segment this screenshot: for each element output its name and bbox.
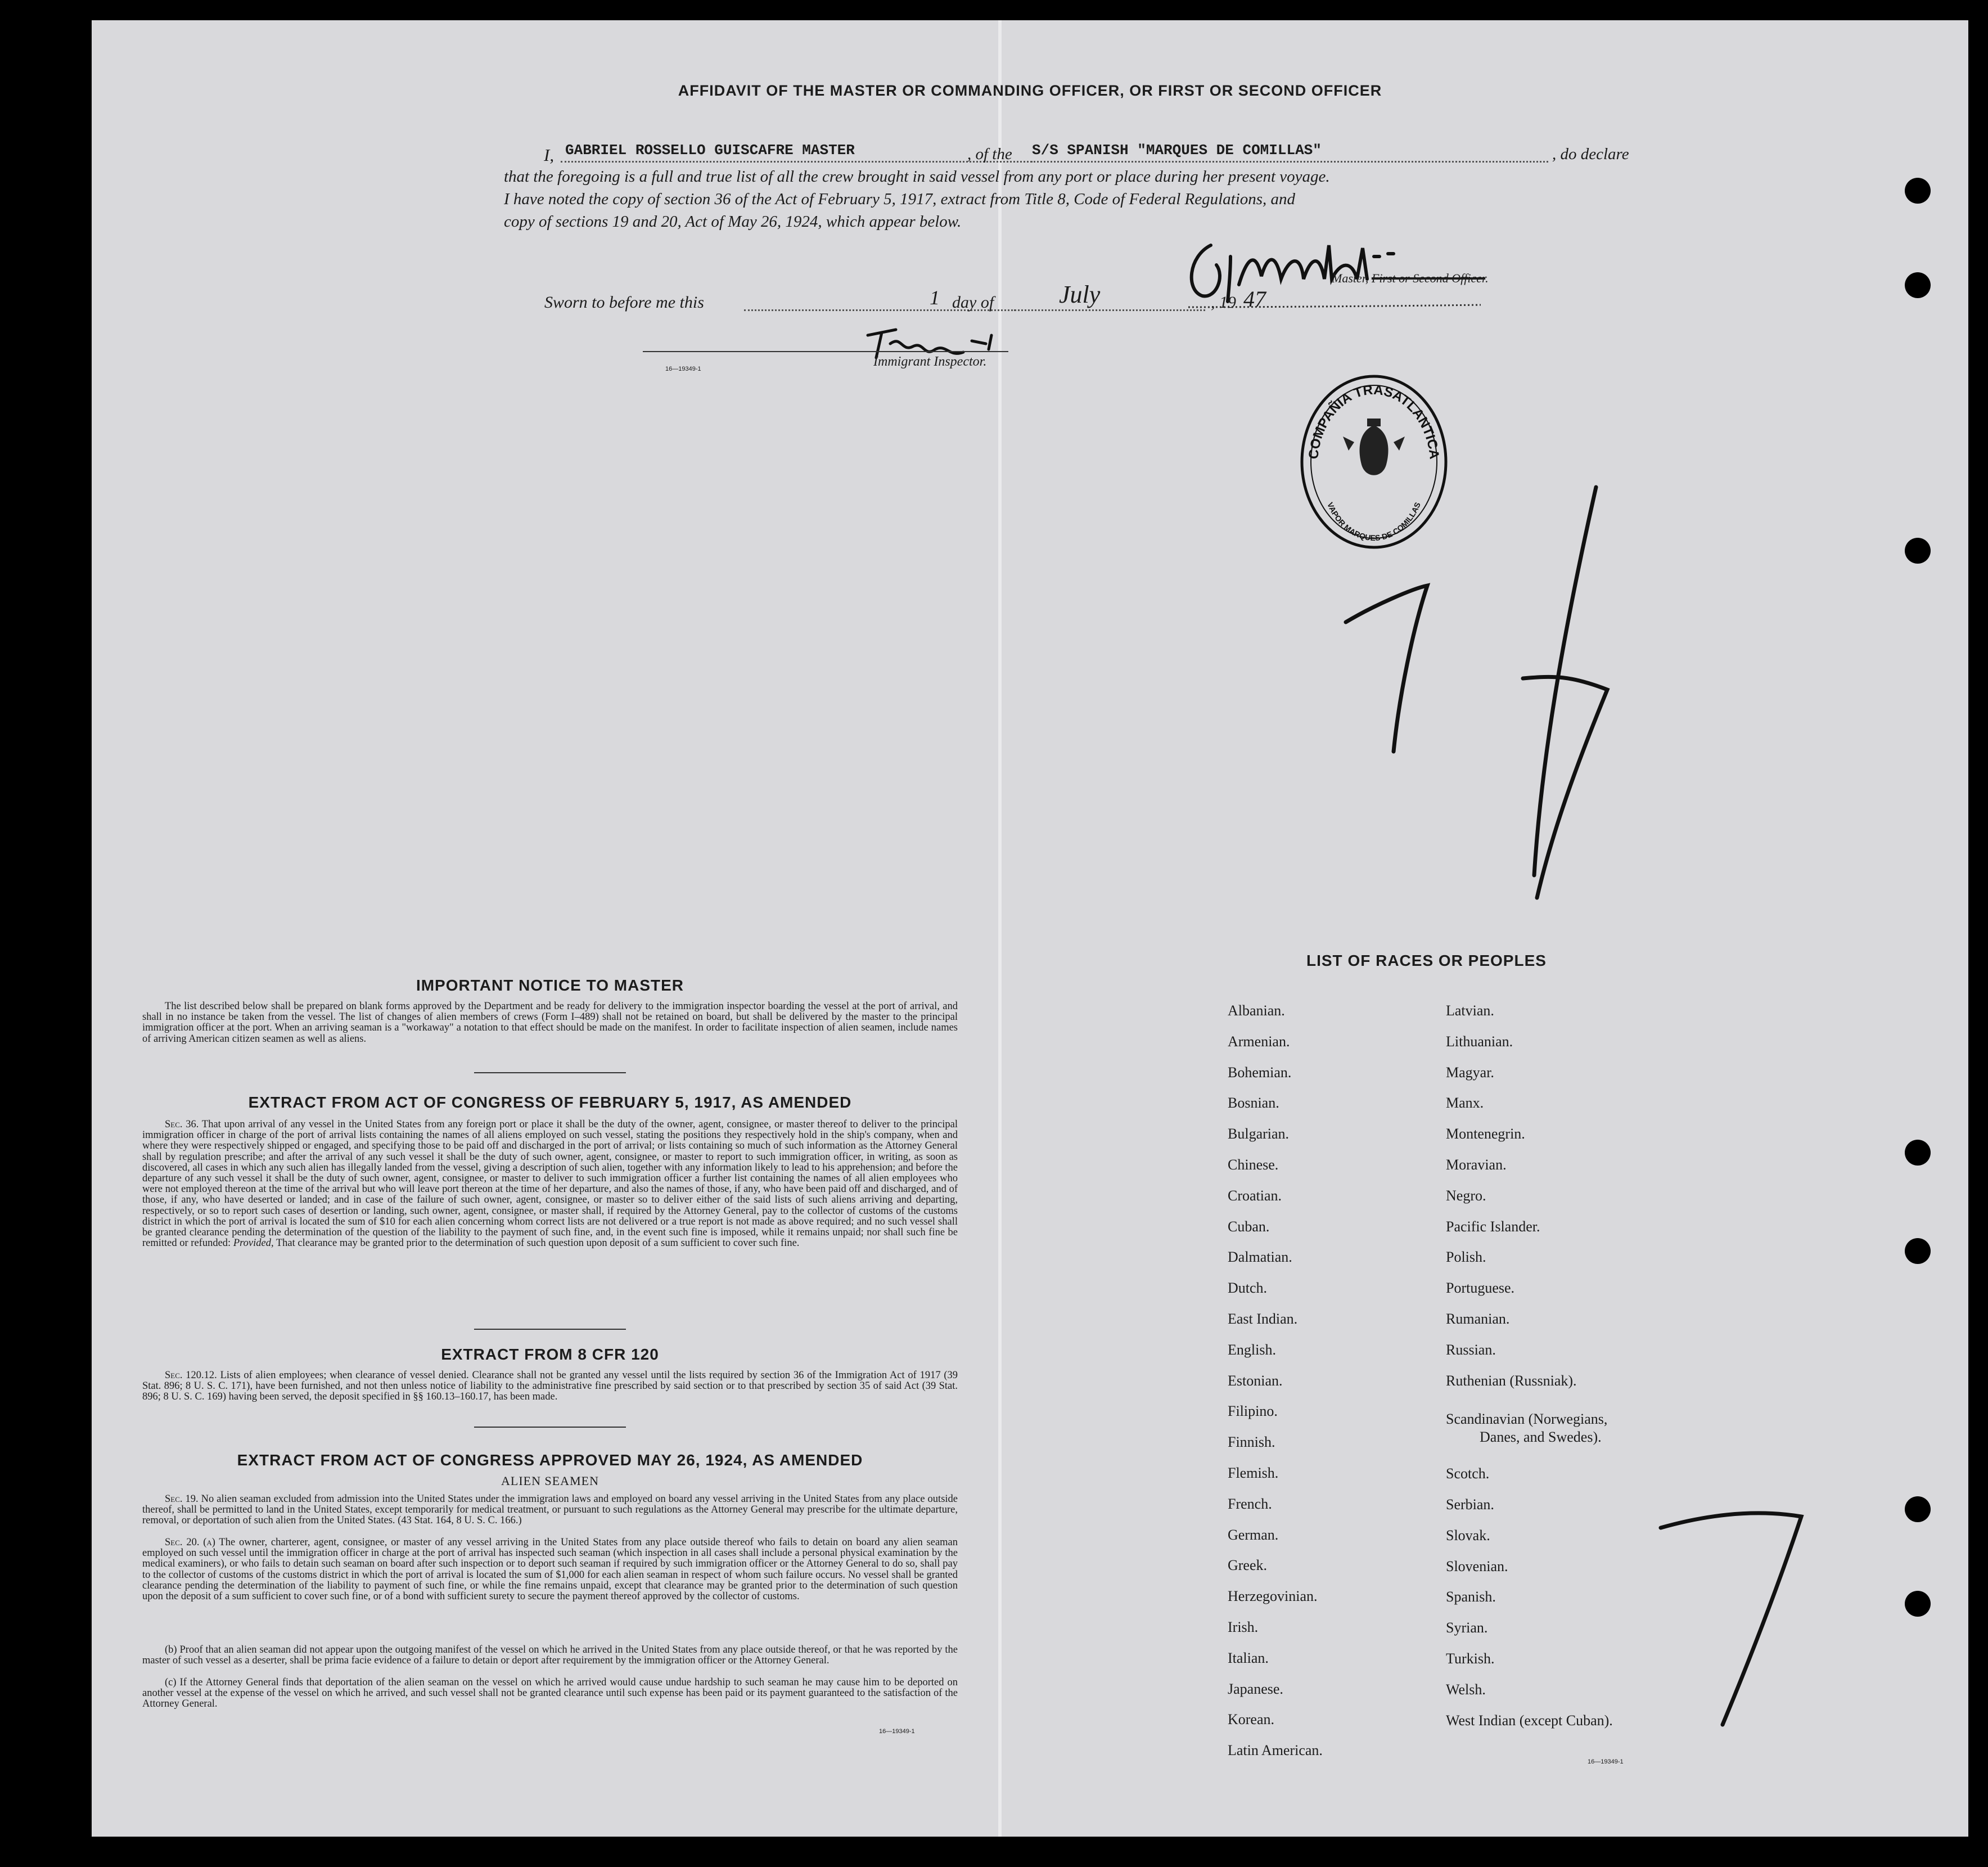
inspector-label: Immigrant Inspector.: [873, 354, 987, 369]
punch-hole: [1905, 272, 1931, 298]
race-item: Dutch.: [1228, 1280, 1268, 1297]
form-number-bottom-right: 16—19349-1: [1588, 1758, 1624, 1765]
sec-19-text: No alien seaman excluded from admission into the United States under the immigration laws and employed on board any vessel arriving in the United States from any place outside thereof, shall be permitted to land in the United States, except temporarily for medical treatment, or pursuant to such regulations as the Attorney General may prescribe for the ultimate departure, removal, or deportation of such alien from the United States. (43 Stat. 164, 8 U. S. C. 166.): [142, 1493, 958, 1527]
race-item: Syrian.: [1446, 1619, 1488, 1636]
race-item: Estonian.: [1228, 1372, 1283, 1389]
race-item: Italian.: [1228, 1649, 1269, 1666]
master-label: Master,: [1332, 271, 1369, 285]
sec-20-label: Sec. 20. (a): [165, 1537, 215, 1548]
ink-seven-mark: [1649, 1500, 1835, 1736]
race-item: Russian.: [1446, 1341, 1496, 1358]
race-item: Polish.: [1446, 1249, 1486, 1266]
race-item: German.: [1228, 1526, 1279, 1543]
race-item: Spanish.: [1446, 1589, 1496, 1605]
punch-hole: [1905, 1591, 1931, 1617]
divider: [474, 1329, 626, 1330]
race-item: Ruthenian (Russniak).: [1446, 1372, 1577, 1389]
punch-hole: [1905, 178, 1931, 204]
affidavit-line-2: that the foregoing is a full and true list of all the crew brought in said vessel from any port or place during her present voyage.: [504, 168, 1330, 186]
master-label-row: [1332, 271, 1489, 286]
race-item: Rumanian.: [1446, 1311, 1510, 1327]
sworn-label: Sworn to before me this: [544, 293, 704, 312]
divider: [474, 1072, 626, 1073]
race-item: Latvian.: [1446, 1002, 1494, 1019]
race-item: Pacific Islander.: [1446, 1218, 1540, 1235]
race-item: Albanian.: [1228, 1002, 1285, 1019]
year-value: 47: [1243, 286, 1266, 312]
races-title: LIST OF RACES OR PEOPLES: [1306, 952, 1547, 969]
race-item: East Indian.: [1228, 1311, 1298, 1327]
month-value: July: [1059, 281, 1101, 308]
vessel-line: [1031, 161, 1548, 163]
race-item: Korean.: [1228, 1711, 1275, 1728]
sec-20b-paragraph: (b) Proof that an alien seaman did not appear upon the outgoing manifest of the vessel on which he arrived in the United States from any place outside thereof, or that he was reported by the master of such vessel as a deserter, shall be prima facie evidence of a failure to detain or deport after requirement by the immigration officer or the Attorney General.: [142, 1644, 958, 1667]
race-item: Japanese.: [1228, 1680, 1283, 1697]
race-item: English.: [1228, 1341, 1276, 1358]
race-item: Finnish.: [1228, 1434, 1275, 1451]
extract-cfr-body: [142, 1370, 958, 1403]
affidavit-title: AFFIDAVIT OF THE MASTER OR COMMANDING OFFICER, OR FIRST OR SECOND OFFICER: [678, 82, 1382, 99]
day-value: 1: [930, 286, 940, 309]
sec-19-label: Sec. 19.: [165, 1493, 199, 1505]
struck-officer-label: First or Second Officer: [1371, 271, 1486, 285]
sec-36-text: That upon arrival of any vessel in the United States from any foreign port or place it shall be the duty of the owner, agent, consignee, or master thereof to deliver to the principal immigration officer in charge of the port of arrival lists containing the names of all aliens employed on such vessel, stating the positions they respectively hold in the ship's company, when and where they were respectively shipped or engaged, and specifying those to be paid off and discharged in the port of arrival; or lists containing so much of such information as the Attorney General shall by regulation prescribe; and after the arrival of any such vessel it shall be the duty of such owner, agent, consignee, or master to report to such immigration officer, in writing, as soon as discovered, all cases in which any such alien has illegally landed from the vessel, giving a description of such alien, together with any information likely to lead to his apprehension; and before the departure of any such vessel it shall be the duty of such owner, agent, consignee, or master to deliver to such immigration officer a further list containing the names of all alien employees who were not employed thereon at the time of the arrival but who will leave port thereon at the time of her departure, and also the names of those, if any, who have been paid off and discharged, and of those, if any, who have deserted or landed; and in case of the failure of such owner, agent, consignee, or master so to deliver either of the said lists of such aliens arriving and departing, respectively, or so to report such cases of desertion or landing, such owner, agent, consignee, or master shall, if required by the Attorney General, pay to the collector of customs of the customs district in which the port of arrival is located the sum of $10 for each alien concerning whom correct lists are not delivered or a true report is not made as above required; and no such vessel shall be granted clearance pending the determination of the question of the liability to the payment of such fine, and, in the event such fine is imposed, while it remains unpaid; nor shall such fine be remitted or refunded:: [142, 1119, 958, 1249]
of-the-label: , of the: [967, 145, 1012, 163]
race-item: Armenian.: [1228, 1033, 1290, 1050]
race-item: Bosnian.: [1228, 1095, 1279, 1112]
stamp-outer-text: COMPAÑIA TRASATLANTICA: [1306, 382, 1442, 460]
race-item: Scotch.: [1446, 1465, 1490, 1482]
day-of-label: day of: [952, 293, 994, 312]
master-label-end: .: [1485, 271, 1489, 285]
punch-hole: [1905, 538, 1931, 564]
year-prefix: , 19: [1211, 293, 1236, 312]
race-item: Bulgarian.: [1228, 1126, 1290, 1142]
master-name-field: GABRIEL ROSSELLO GUISCAFRE MASTER: [565, 142, 855, 159]
alien-seamen-subtitle: ALIEN SEAMEN: [501, 1474, 599, 1488]
race-item: Herzegovinian.: [1228, 1588, 1318, 1605]
month-line: [1014, 309, 1205, 311]
race-item: Flemish.: [1228, 1465, 1279, 1481]
do-declare-label: , do declare: [1552, 145, 1629, 163]
affidavit-i: I,: [544, 145, 555, 165]
race-item: Filipino.: [1228, 1403, 1278, 1420]
race-item: Slovak.: [1446, 1527, 1490, 1544]
race-item: Portuguese.: [1446, 1280, 1515, 1297]
notice-title: IMPORTANT NOTICE TO MASTER: [416, 977, 684, 994]
ink-tally-marks: [1329, 459, 1790, 1556]
sec-20a-text: The owner, charterer, agent, consignee, or master of any vessel arriving in the United States from any place outside thereof who fails to detain on board any alien seaman employed on such vessel until the immigration officer in charge at the port of arrival has inspected such seaman (which inspection in all cases shall include a personal physical examination by the medical examiners), or who fails to detain such seaman on board after such inspection or to deport such seaman if required by such immigration officer or the Attorney General to do so, shall pay to the collector of customs of the customs district in which the port of arrival is located the sum of $1,000 for each alien seaman in respect of whom such failure occurs. No vessel shall be granted clearance pending the determination of the liability to payment of such fine, or while the fine remains unpaid, except that clearance may be granted prior to the determination of such question upon the deposit of a sum sufficient to cover such fine, or of a bond with sufficient surety to secure the payment thereof approved by the collector of customs.: [142, 1537, 958, 1603]
race-item: Danes, and Swedes).: [1480, 1429, 1602, 1446]
race-item: Magyar.: [1446, 1064, 1494, 1081]
sec-120-text: Lists of alien employees; when clearance of vessel denied. Clearance shall not be granted any vessel until the lists required by section 36 of the Immigration Act of 1917 (39 Stat. 896; 8 U. S. C. 171), have been furnished, and not then unless notice of liability to the administrative fine prescribed by said section or to that prescribed by section 35 of said Act (39 Stat. 896; 8 U. S. C. 169) having been served, the deposit specified in §§ 160.13–160.17, has been made.: [142, 1370, 958, 1403]
punch-hole: [1905, 1496, 1931, 1522]
sec-20a-paragraph: [142, 1537, 958, 1602]
race-item: Montenegrin.: [1446, 1126, 1525, 1142]
punch-hole: [1905, 1238, 1931, 1264]
race-item: West Indian (except Cuban).: [1446, 1712, 1613, 1729]
race-item: Dalmatian.: [1228, 1249, 1292, 1266]
affidavit-line-3: I have noted the copy of section 36 of the Act of February 5, 1917, extract from Title 8, Code of Federal Regulations, and: [504, 190, 1296, 208]
vessel-name-field: S/S SPANISH "MARQUES DE COMILLAS": [1032, 142, 1322, 159]
affidavit-line-4: copy of sections 19 and 20, Act of May 26, 1924, which appear below.: [504, 213, 962, 231]
race-item: Moravian.: [1446, 1157, 1507, 1173]
extract-1917-body: [142, 1119, 958, 1249]
form-number-top: 16—19349-1: [665, 366, 701, 372]
race-item: Chinese.: [1228, 1157, 1279, 1173]
extract-1917-title: EXTRACT FROM ACT OF CONGRESS OF FEBRUARY 5, 1917, AS AMENDED: [248, 1094, 852, 1111]
sec-36-label: Sec. 36.: [165, 1119, 199, 1130]
race-item: Negro.: [1446, 1187, 1486, 1204]
race-item: Bohemian.: [1228, 1064, 1292, 1081]
extract-cfr-title: EXTRACT FROM 8 CFR 120: [441, 1346, 659, 1363]
extract-1924-title: EXTRACT FROM ACT OF CONGRESS APPROVED MAY 26, 1924, AS AMENDED: [237, 1451, 863, 1469]
race-item: French.: [1228, 1495, 1272, 1512]
race-item: Lithuanian.: [1446, 1033, 1513, 1050]
race-item: Manx.: [1446, 1095, 1484, 1112]
race-item: Welsh.: [1446, 1681, 1486, 1698]
document-page: [92, 20, 1968, 1837]
inspector-line: [643, 351, 1008, 352]
race-item: Latin American.: [1228, 1742, 1323, 1759]
race-item: Turkish.: [1446, 1650, 1495, 1667]
sec-120-label: Sec. 120.12.: [165, 1370, 217, 1381]
race-item: Serbian.: [1446, 1496, 1494, 1513]
sec-20c-paragraph: (c) If the Attorney General finds that deportation of the alien seaman on the vessel on which he arrived would cause undue hardship to such seaman he may cause him to be deported on another vessel at the expense of the vessel on which he arrived, and such vessel shall not be granted clearance until such expense has been paid or its payment guaranteed to the satisfaction of the Attorney General.: [142, 1677, 958, 1710]
stamp-inner-text: VAPOR MARQUES DE COMILLAS: [1326, 501, 1422, 543]
race-item: Slovenian.: [1446, 1558, 1508, 1574]
race-item: Scandinavian (Norwegians,: [1446, 1411, 1608, 1428]
divider: [474, 1427, 626, 1428]
fold-line: [998, 20, 1002, 1837]
notice-body: The list described below shall be prepared on blank forms approved by the Department and be ready for delivery to the immigration inspector boarding the vessel at the port of arrival, and shall in no instance be taken from the vessel. The list of changes of alien members of crews (Form I–489) shall not be retained on board, but shall be delivered by the master to the principal immigration officer at the port. When an arriving seaman is a "workaway" a notation to that effect should be made on the manifest. In order to facilitate inspection of alien seamen, include names of arriving American citizen seamen as well as aliens.: [142, 1001, 958, 1045]
sec-19-paragraph: [142, 1494, 958, 1527]
race-item: Croatian.: [1228, 1187, 1282, 1204]
race-item: Cuban.: [1228, 1218, 1270, 1235]
sec-36-text-end: That clearance may be granted prior to the determination of such question upon deposit of a sum sufficient to cover such fine.: [276, 1238, 800, 1249]
provided-word: Provided,: [233, 1238, 274, 1249]
race-item: Irish.: [1228, 1619, 1259, 1635]
form-number-bottom-left: 16—19349-1: [879, 1728, 915, 1735]
race-item: Greek.: [1228, 1557, 1268, 1574]
punch-hole: [1905, 1140, 1931, 1166]
